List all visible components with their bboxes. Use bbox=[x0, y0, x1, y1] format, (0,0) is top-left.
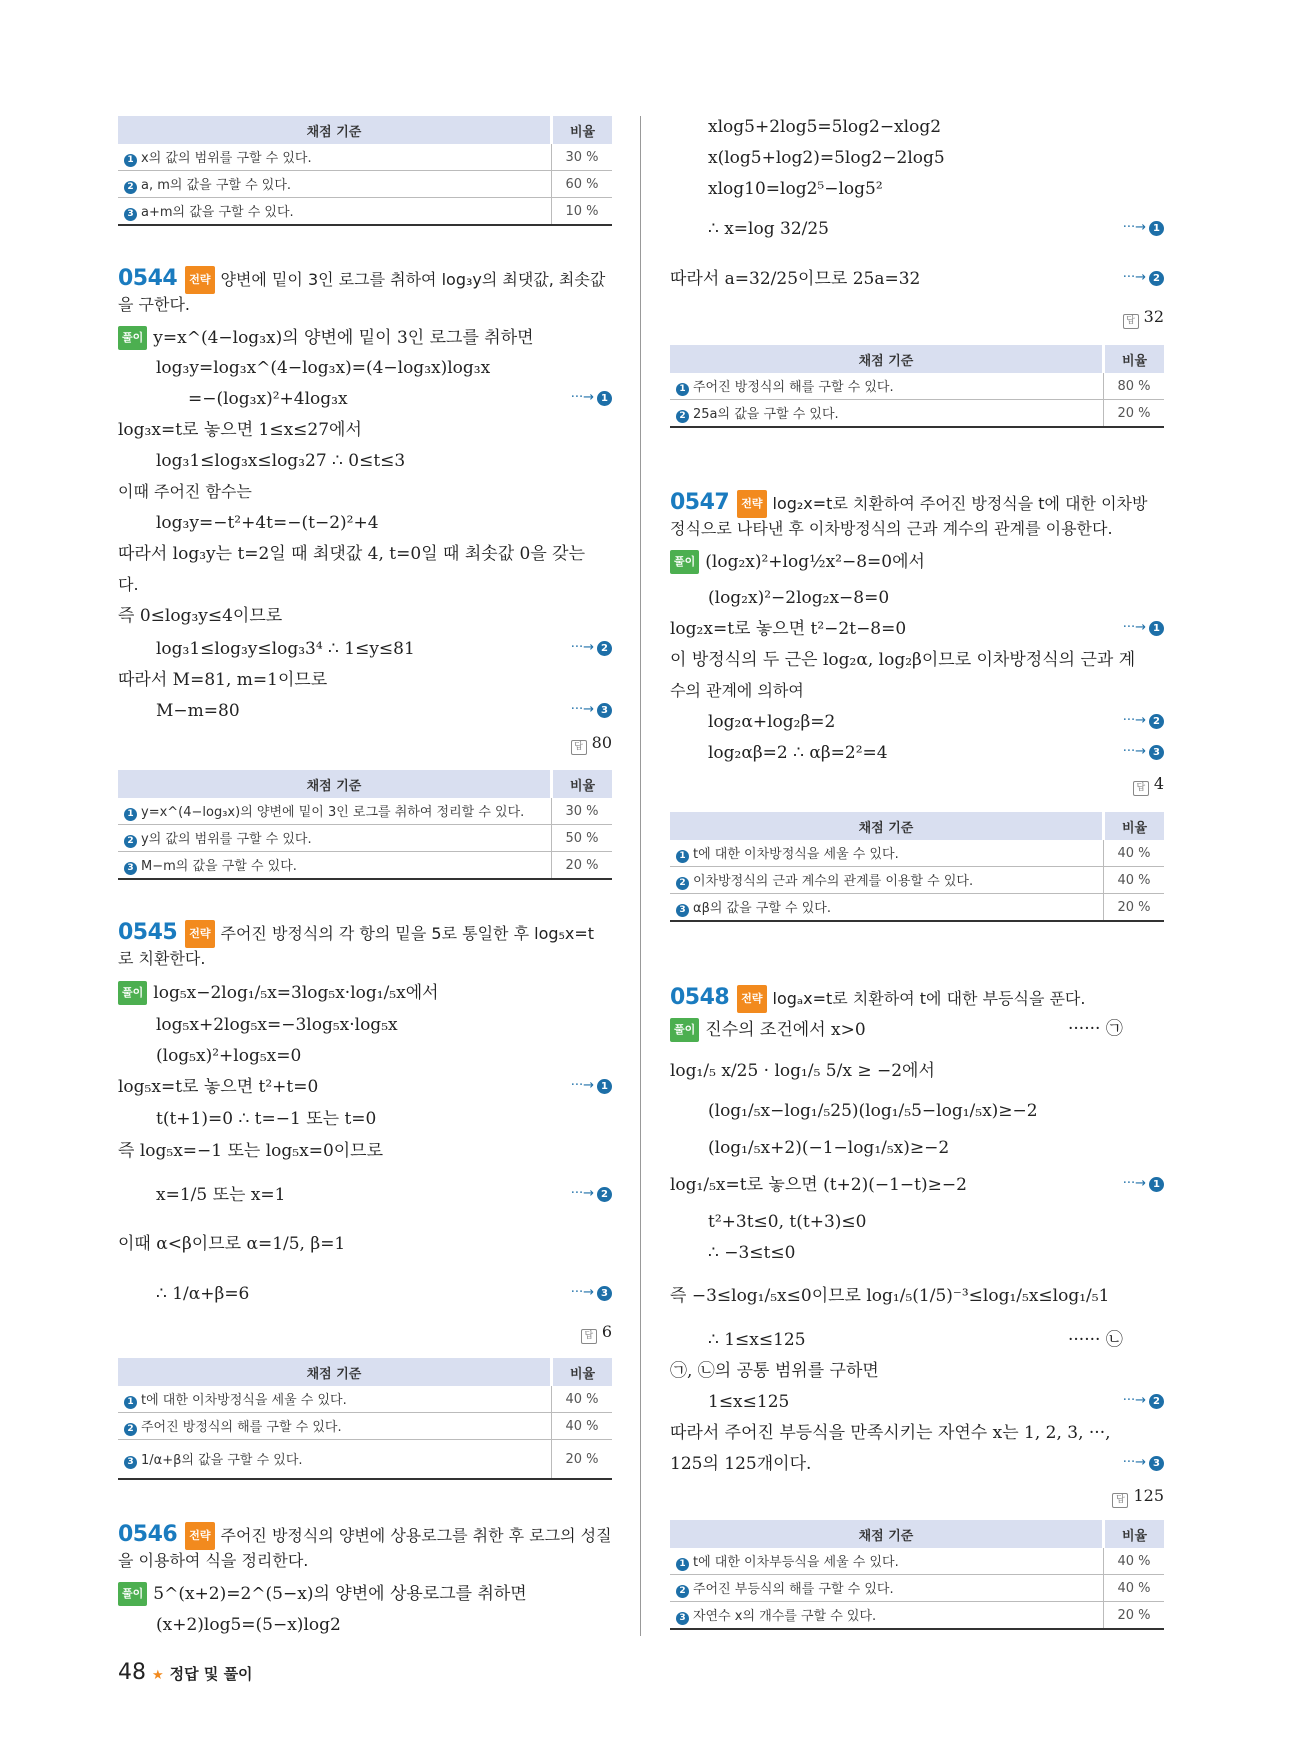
table-row: 2 y의 값의 범위를 구할 수 있다. 50 % bbox=[118, 825, 612, 852]
table-row: 3 αβ의 값을 구할 수 있다. 20 % bbox=[670, 894, 1164, 922]
problem-number: 0545 bbox=[118, 920, 178, 945]
table-row: 3 M−m의 값을 구할 수 있다. 20 % bbox=[118, 852, 612, 880]
problem-number: 0547 bbox=[670, 490, 730, 515]
answer-icon: 답 bbox=[1123, 314, 1139, 329]
answer: 답 4 bbox=[1133, 774, 1164, 796]
table-row: 3 1/α+β의 값을 구할 수 있다. 20 % bbox=[118, 1440, 612, 1480]
answer-icon: 답 bbox=[581, 1329, 597, 1344]
table-row: 2 a, m의 값을 구할 수 있다. 60 % bbox=[118, 171, 612, 198]
grading-table-0548: 채점 기준 비율 1 t에 대한 이차부등식을 세울 수 있다. 40 % 2 주어진 부등식의 해를 구할 수 있다. 40 % 3 자연수 x의 개수를 구할 수 있다. 20 % bbox=[670, 1520, 1164, 1630]
grading-table-0543: 채점 기준 비율 1 x의 값의 범위를 구할 수 있다. 30 % 2 a, m의 값을 구할 수 있다. 60 % 3 a+m의 값을 구할 수 있다. 10 % bbox=[118, 116, 612, 226]
table-row: 3 자연수 x의 개수를 구할 수 있다. 20 % bbox=[670, 1602, 1164, 1630]
star-icon: ★ bbox=[152, 1668, 164, 1683]
step-marker-3: ···→ 3 bbox=[1123, 744, 1164, 760]
answer-icon: 답 bbox=[1133, 781, 1149, 796]
table-row: 1 t에 대한 이차방정식을 세울 수 있다. 40 % bbox=[118, 1386, 612, 1413]
table-row: 2 이차방정식의 근과 계수의 관계를 이용할 수 있다. 40 % bbox=[670, 867, 1164, 894]
solution-badge: 풀이 bbox=[118, 981, 147, 1005]
table-row: 1 t에 대한 이차부등식을 세울 수 있다. 40 % bbox=[670, 1548, 1164, 1575]
footer-label: 정답 및 풀이 bbox=[169, 1665, 253, 1683]
problem-number: 0544 bbox=[118, 266, 178, 291]
problem-0545-header: 0545 전략 주어진 방정식의 각 항의 밑을 5로 통일한 후 log₅x=t bbox=[118, 920, 594, 948]
solution-badge: 풀이 bbox=[118, 326, 147, 350]
grading-table-0545: 채점 기준 비율 1 t에 대한 이차방정식을 세울 수 있다. 40 % 2 주어진 방정식의 해를 구할 수 있다. 40 % 3 1/α+β의 값을 구할 수 있다. 20 % bbox=[118, 1358, 612, 1480]
table-row: 1 y=x^(4−log₃x)의 양변에 밑이 3인 로그를 취하여 정리할 수 있다. 30 % bbox=[118, 798, 612, 825]
table-row: 2 주어진 부등식의 해를 구할 수 있다. 40 % bbox=[670, 1575, 1164, 1602]
solution-badge: 풀이 bbox=[670, 1018, 699, 1042]
table-row: 2 주어진 방정식의 해를 구할 수 있다. 40 % bbox=[118, 1413, 612, 1440]
problem-0544-header: 0544 전략 양변에 밑이 3인 로그를 취하여 log₃y의 최댓값, 최솟값 bbox=[118, 266, 605, 294]
step-marker-1: ···→ 1 bbox=[1123, 620, 1164, 636]
step-marker-2: ···→ 2 bbox=[1123, 270, 1164, 286]
answer: 답 32 bbox=[1123, 307, 1164, 329]
column-divider bbox=[640, 116, 641, 1636]
table-row: 3 a+m의 값을 구할 수 있다. 10 % bbox=[118, 198, 612, 226]
solution-badge: 풀이 bbox=[118, 1582, 147, 1606]
page-footer bbox=[118, 1660, 253, 1685]
step-marker-1: ···→ 1 bbox=[571, 1078, 612, 1094]
step-marker-3: ···→ 3 bbox=[1123, 1455, 1164, 1471]
step-marker-2: ···→ 2 bbox=[571, 1186, 612, 1202]
table-row: 1 주어진 방정식의 해를 구할 수 있다. 80 % bbox=[670, 373, 1164, 400]
answer: 답 80 bbox=[571, 733, 612, 755]
strategy-badge: 전략 bbox=[185, 266, 214, 294]
grading-table-0547: 채점 기준 비율 1 t에 대한 이차방정식을 세울 수 있다. 40 % 2 이차방정식의 근과 계수의 관계를 이용할 수 있다. 40 % 3 αβ의 값을 구할 수 있다. 20 % bbox=[670, 812, 1164, 922]
step-marker-3: ···→ 3 bbox=[571, 1285, 612, 1301]
solution-badge: 풀이 bbox=[670, 550, 699, 574]
step-marker-1: ···→ 1 bbox=[1123, 1176, 1164, 1192]
grading-table-0546: 채점 기준 비율 1 주어진 방정식의 해를 구할 수 있다. 80 % 2 25a의 값을 구할 수 있다. 20 % bbox=[670, 345, 1164, 428]
problem-0548-header: 0548 전략 logₐx=t로 치환하여 t에 대한 부등식을 푼다. bbox=[670, 985, 1085, 1013]
answer: 답 6 bbox=[581, 1322, 612, 1344]
step-marker-2: ···→ 2 bbox=[571, 640, 612, 656]
strategy-badge: 전략 bbox=[737, 490, 766, 518]
table-row: 1 t에 대한 이차방정식을 세울 수 있다. 40 % bbox=[670, 840, 1164, 867]
strategy-badge: 전략 bbox=[737, 985, 766, 1013]
problem-0547-header: 0547 전략 log₂x=t로 치환하여 주어진 방정식을 t에 대한 이차방 bbox=[670, 490, 1147, 518]
answer: 답 125 bbox=[1112, 1486, 1164, 1508]
problem-0546-header: 0546 전략 주어진 방정식의 양변에 상용로그를 취한 후 로그의 성질 bbox=[118, 1522, 612, 1550]
step-marker-2: ···→ 2 bbox=[1123, 713, 1164, 729]
step-marker-1: ···→ 1 bbox=[571, 390, 612, 406]
problem-number: 0548 bbox=[670, 985, 730, 1010]
table-row: 2 25a의 값을 구할 수 있다. 20 % bbox=[670, 400, 1164, 428]
page-number: 48 bbox=[118, 1660, 146, 1685]
answer-icon: 답 bbox=[1112, 1493, 1128, 1508]
step-marker-1: ···→ 1 bbox=[1123, 220, 1164, 236]
strategy-badge: 전략 bbox=[185, 920, 214, 948]
step-marker-3: ···→ 3 bbox=[571, 702, 612, 718]
answer-icon: 답 bbox=[571, 740, 587, 755]
grading-table-0544: 채점 기준 비율 1 y=x^(4−log₃x)의 양변에 밑이 3인 로그를 취하여 정리할 수 있다. 30 % 2 y의 값의 범위를 구할 수 있다. 50 % 3 M−m의 값을 구할 수 있다. 20 % bbox=[118, 770, 612, 880]
strategy-badge: 전략 bbox=[185, 1522, 214, 1550]
table-row: 1 x의 값의 범위를 구할 수 있다. 30 % bbox=[118, 144, 612, 171]
problem-number: 0546 bbox=[118, 1522, 178, 1547]
step-marker-2: ···→ 2 bbox=[1123, 1393, 1164, 1409]
